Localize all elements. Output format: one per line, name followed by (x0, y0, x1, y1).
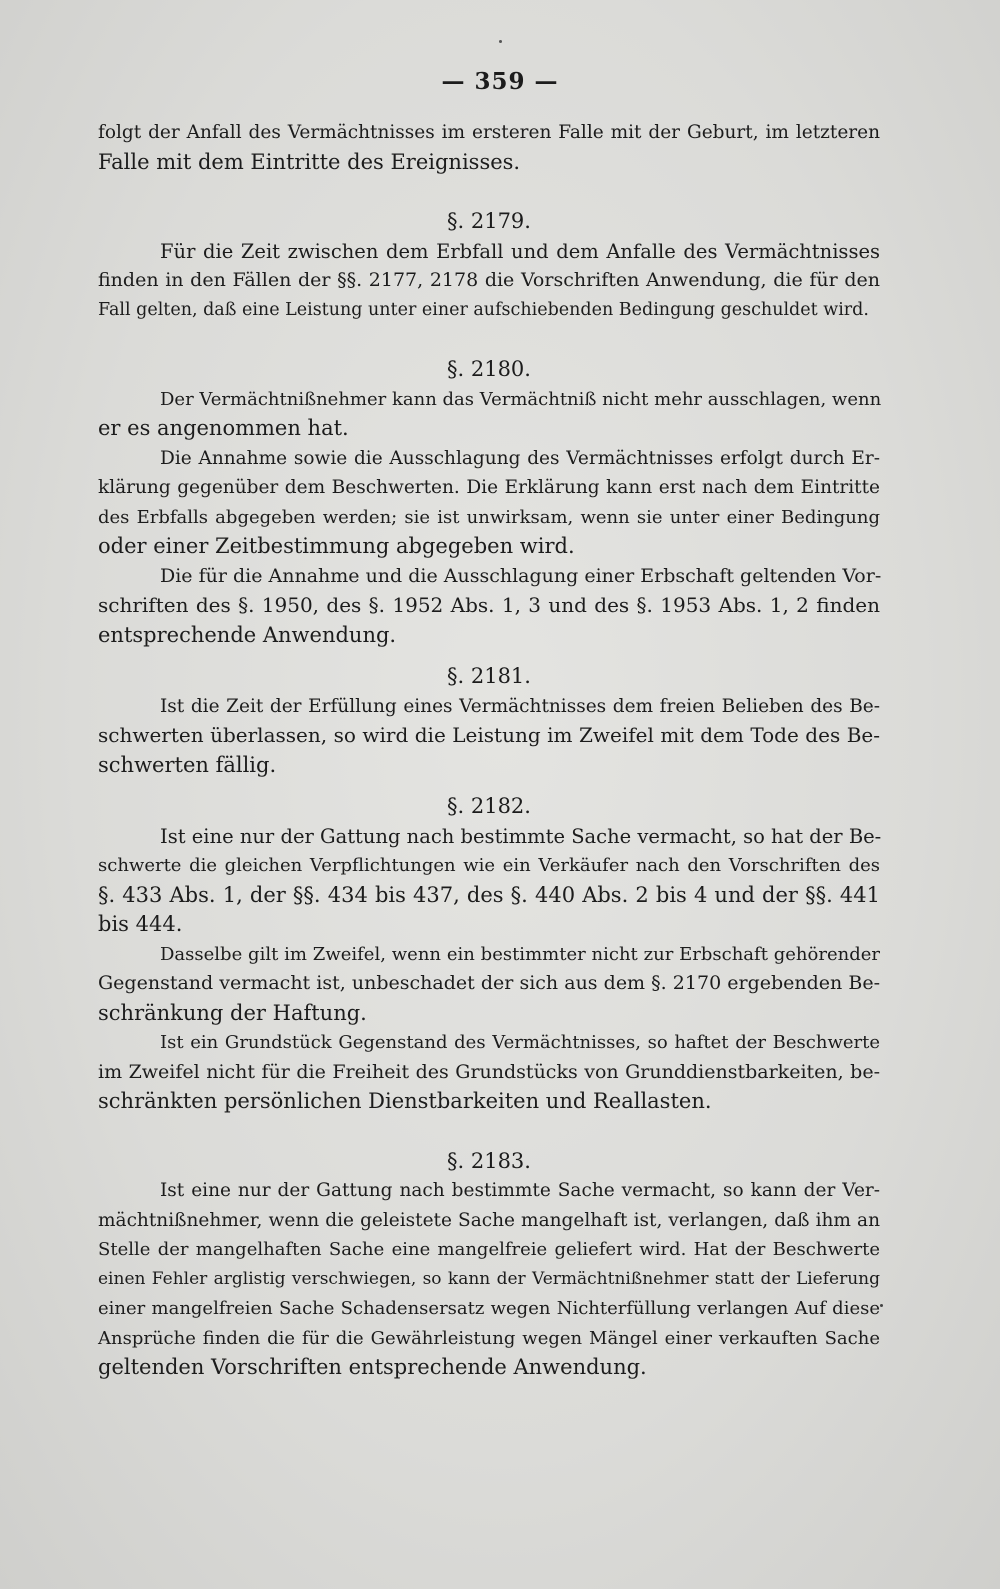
text-line: mächtnißnehmer, wenn die geleistete Sache mangelhaft ist, verlangen, daß ihm an (98, 1209, 880, 1231)
spacer (98, 650, 880, 662)
text-line: Ist ein Grundstück Gegenstand des Vermächtnisses, so haftet der Beschwerte (160, 1032, 880, 1053)
text-line: Ist eine nur der Gattung nach bestimmte Sache vermacht, so hat der Be- (160, 824, 882, 848)
text-line: geltenden Vorschriften entsprechende Anwendung. (98, 1355, 647, 1379)
text-line: finden in den Fällen der §§. 2177, 2178 die Vorschriften Anwendung, die für den (98, 269, 880, 291)
text-line: schränkung der Haftung. (98, 1000, 367, 1025)
text-line: des Erbfalls abgegeben werden; sie ist unwirksam, wenn sie unter einer Bedingung (98, 506, 880, 528)
spacer (98, 325, 880, 355)
text-line: Ist eine nur der Gattung nach bestimmte Sache vermacht, so kann der Ver- (160, 1180, 880, 1201)
section-heading: §. 2182. (447, 794, 531, 818)
paper-speck (499, 40, 502, 43)
text-line: Ansprüche finden die für die Gewährleistung wegen Mängel einer verkauften Sache (98, 1327, 880, 1349)
text-line: Dasselbe gilt im Zweifel, wenn ein bestimmter nicht zur Erbschaft gehörender (160, 943, 880, 965)
text-line: schriften des §. 1950, des §. 1952 Abs. 1, 3 und des §. 1953 Abs. 1, 2 finden (98, 593, 880, 617)
text-line: schwerte die gleichen Verpflichtungen wie ein Verkäufer nach den Vorschriften des (98, 855, 880, 876)
spacer (98, 1117, 880, 1147)
page-number: — 359 — (441, 68, 559, 95)
text-line: Der Vermächtnißnehmer kann das Vermächtniß nicht mehr ausschlagen, wenn (160, 388, 882, 410)
text-line: §. 433 Abs. 1, der §§. 434 bis 437, des §. 440 Abs. 2 bis 4 und der §§. 441 (98, 882, 880, 907)
spacer (98, 177, 880, 207)
section-heading: §. 2180. (447, 357, 531, 381)
text-line: er es angenommen hat. (98, 416, 349, 440)
spacer (98, 780, 880, 792)
text-line: bis 444. (98, 912, 183, 936)
paper-speck (880, 1304, 883, 1307)
page-body (98, 118, 880, 1383)
text-line: Stelle der mangelhaften Sache eine mangelfreie geliefert wird. Hat der Beschwerte (98, 1239, 880, 1260)
text-line: im Zweifel nicht für die Freiheit des Grundstücks von Grunddienstbarkeiten, be- (98, 1060, 880, 1083)
text-line: folgt der Anfall des Vermächtnisses im ersteren Falle mit der Geburt, im letzteren (98, 122, 880, 143)
text-line: Ist die Zeit der Erfüllung eines Vermächtnisses dem freien Belieben des Be- (160, 695, 880, 717)
text-line: schränkten persönlichen Dienstbarkeiten und Reallasten. (98, 1089, 712, 1113)
text-line: schwerten fällig. (98, 752, 277, 777)
text-line: einer mangelfreien Sache Schadensersatz wegen Nichterfüllung verlangen Auf diese (98, 1298, 880, 1319)
text-line: entsprechende Anwendung. (98, 622, 397, 647)
section-heading: §. 2179. (447, 209, 531, 233)
section-heading: §. 2181. (447, 664, 531, 688)
text-line: Für die Zeit zwischen dem Erbfall und dem Anfalle des Vermächtnisses (160, 239, 880, 263)
text-line: klärung gegenüber dem Beschwerten. Die Erklärung kann erst nach dem Eintritte (98, 477, 880, 498)
text-line: schwerten überlassen, so wird die Leistung im Zweifel mit dem Tode des Be- (98, 723, 880, 747)
text-line: Die für die Annahme und die Ausschlagung einer Erbschaft geltenden Vor- (160, 564, 882, 587)
text-line: Die Annahme sowie die Ausschlagung des Vermächtnisses erfolgt durch Er- (160, 447, 880, 469)
text-line: Fall gelten, daß eine Leistung unter einer aufschiebenden Bedingung geschuldet wird. (98, 299, 869, 320)
section-heading: §. 2183. (447, 1148, 531, 1173)
text-line: Gegenstand vermacht ist, unbeschadet der sich aus dem §. 2170 ergebenden Be- (98, 972, 880, 994)
text-line: Falle mit dem Eintritte des Ereignisses. (98, 149, 521, 174)
text-line: oder einer Zeitbestimmung abgegeben wird. (98, 534, 575, 558)
text-line: einen Fehler arglistig verschwiegen, so kann der Vermächtnißnehmer statt der Lieferung (98, 1268, 880, 1289)
